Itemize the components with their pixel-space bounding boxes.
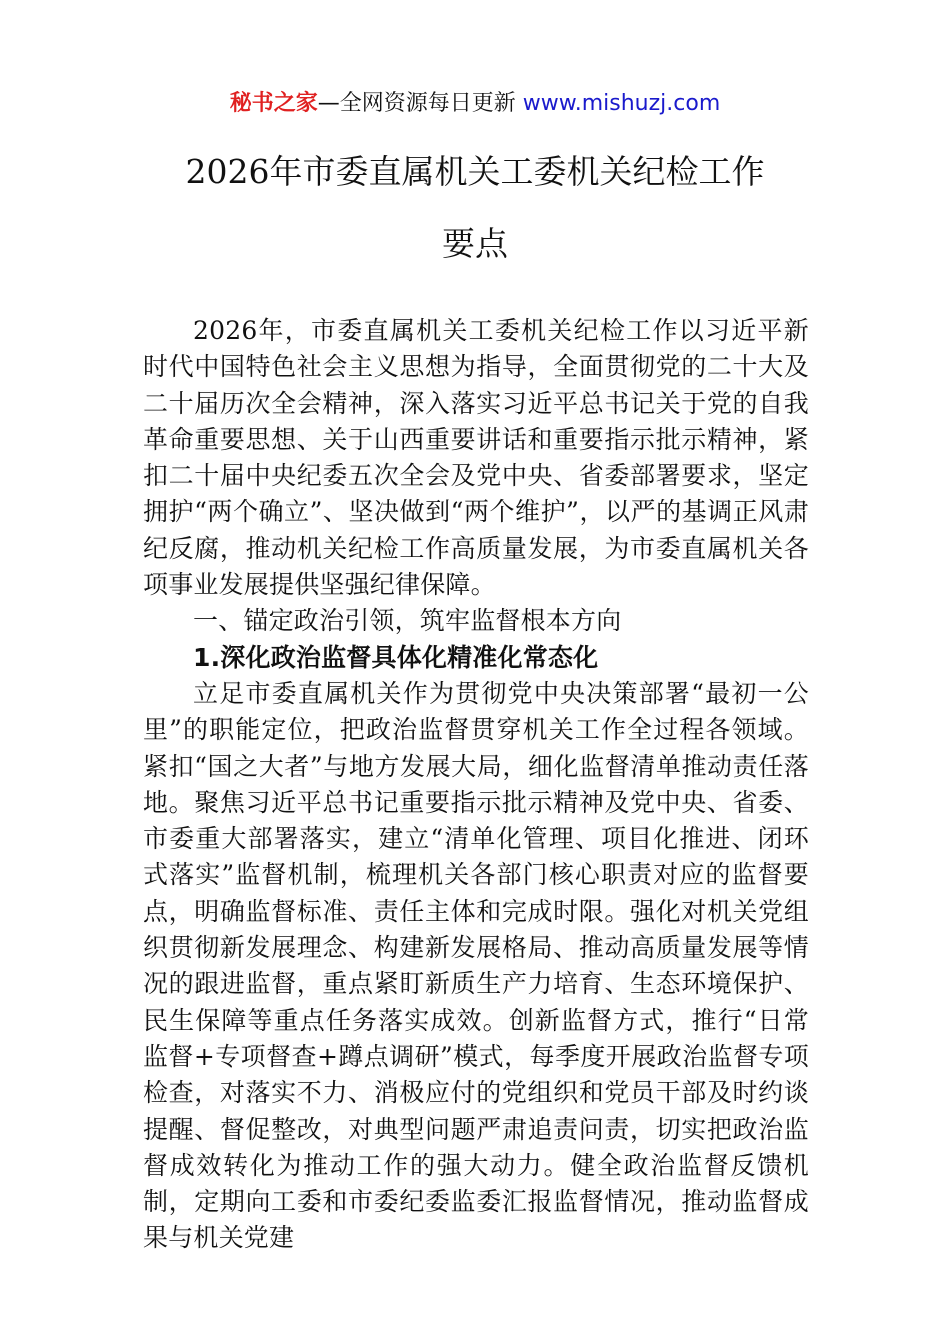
document-body xyxy=(143,313,809,1257)
document-title-line-1: 2026年市委直属机关工委机关纪检工作 xyxy=(185,152,765,191)
document-title-line-2: 要点 xyxy=(442,224,508,263)
site-url-link[interactable]: www.mishuzj.com xyxy=(522,91,721,116)
site-header xyxy=(0,88,950,120)
site-slogan: —全网资源每日更新 xyxy=(317,91,516,116)
section-heading: 一、锚定政治引领，筑牢监督根本方向 xyxy=(193,606,622,636)
intro-paragraph: 2026年，市委直属机关工委机关纪检工作以习近平新时代中国特色社会主义思想为指导，全面贯彻党的二十大及二十届历次全会精神，深入落实习近平总书记关于党的自我革命重要思想、关于山西重要讲话和重要指示批示精神，紧扣二十届中央纪委五次全会及党中央、省委部署要求，坚定拥护“两个确立”、坚决做到“两个维护”，以严的基调正风肃纪反腐，推动机关纪检工作高质量发展，为市委直属机关各项事业发展提供坚强纪律保障。 xyxy=(143,316,809,600)
site-brand: 秘书之家 xyxy=(229,91,318,116)
subsection-paragraph: 立足市委直属机关作为贯彻党中央决策部署“最初一公里”的职能定位，把政治监督贯穿机关工作全过程各领域。紧扣“国之大者”与地方发展大局，细化监督清单推动责任落地。聚焦习近平总书记重要指示批示精神及党中央、省委、市委重大部署落实，建立“清单化管理、项目化推进、闭环式落实”监督机制，梳理机关各部门核心职责对应的监督要点，明确监督标准、责任主体和完成时限。强化对机关党组织贯彻新发展理念、构建新发展格局、推动高质量发展等情况的跟进监督，重点紧盯新质生产力培育、生态环境保护、民生保障等重点任务落实成效。创新监督方式，推行“日常监督+专项督查+蹲点调研”模式，每季度开展政治监督专项检查，对落实不力、消极应付的党组织和党员干部及时约谈提醒、督促整改，对典型问题严肃追责问责，切实把政治监督成效转化为推动工作的强大动力。健全政治监督反馈机制，定期向工委和市委纪委监委汇报监督情况，推动监督成果与机关党建 xyxy=(143,678,809,1253)
subsection-heading: 1.深化政治监督具体化精准化常态化 xyxy=(193,642,599,672)
